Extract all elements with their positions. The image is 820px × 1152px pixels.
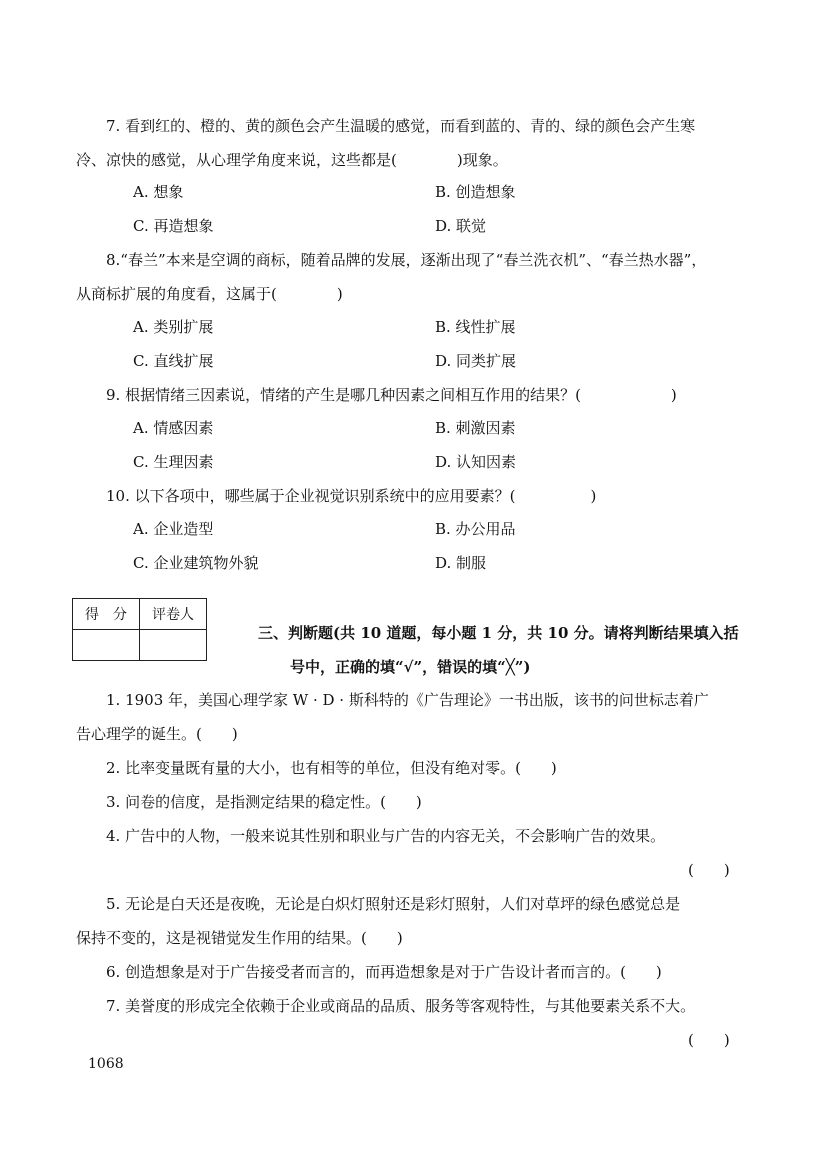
section-3-heading-line1: 三、判断题(共 10 道题，每小题 1 分，共 10 分。请将判断结果填入括 [258,624,739,642]
question-8-option-c: C. 直线扩展 [133,352,214,370]
judgment-1-line2: 告心理学的诞生。( ) [76,725,238,743]
question-8-option-a: A. 类别扩展 [133,318,214,336]
question-10-option-a: A. 企业造型 [133,520,214,538]
question-8-option-d: D. 同类扩展 [435,352,517,370]
question-7-option-b: B. 创造想象 [435,183,516,201]
score-header: 得 分 [73,599,140,630]
section-3-heading-line2: 号中，正确的填“√”，错误的填“╳”) [290,658,531,676]
judgment-5-line1: 5. 无论是白天还是夜晚，无论是白炽灯照射还是彩灯照射，人们对草坪的绿色感觉总是 [106,895,681,913]
question-10-option-d: D. 制服 [435,554,487,572]
score-table [72,598,207,661]
judgment-5-line2: 保持不变的，这是视错觉发生作用的结果。( ) [76,929,403,947]
question-8-line2: 从商标扩展的角度看，这属于( ) [76,285,343,303]
question-7-line2: 冷、凉快的感觉，从心理学角度来说，这些都是( )现象。 [76,151,508,169]
page-number: 1068 [88,1056,124,1072]
judgment-7-line1: 7. 美誉度的形成完全依赖于企业或商品的品质、服务等客观特性，与其他要素关系不大。 [106,997,696,1015]
judgment-4-paren: ( ) [688,861,730,879]
question-10-line1: 10. 以下各项中，哪些属于企业视觉识别系统中的应用要素？( ) [106,487,597,505]
question-10-option-b: B. 办公用品 [435,520,516,538]
score-cell [73,630,140,661]
judgment-7-paren: ( ) [688,1031,730,1049]
judgment-3: 3. 问卷的信度，是指测定结果的稳定性。( ) [106,793,422,811]
question-10-option-c: C. 企业建筑物外貌 [133,554,259,572]
grader-cell [140,630,207,661]
judgment-4-line1: 4. 广告中的人物，一般来说其性别和职业与广告的内容无关，不会影响广告的效果。 [106,827,666,845]
judgment-6: 6. 创造想象是对于广告接受者而言的，而再造想象是对于广告设计者而言的。( ) [106,963,662,981]
judgment-2: 2. 比率变量既有量的大小，也有相等的单位，但没有绝对零。( ) [106,759,557,777]
question-9-option-d: D. 认知因素 [435,453,517,471]
judgment-1-line1: 1. 1903 年，美国心理学家 W · D · 斯科特的《广告理论》一书出版，该书的问世标志着广 [106,691,709,709]
question-9-line1: 9. 根据情绪三因素说，情绪的产生是哪几种因素之间相互作用的结果？( ) [106,386,677,404]
question-9-option-b: B. 刺激因素 [435,419,516,437]
question-9-option-a: A. 情感因素 [133,419,214,437]
question-9-option-c: C. 生理因素 [133,453,214,471]
question-8-option-b: B. 线性扩展 [435,318,516,336]
question-8-line1: 8.“春兰”本来是空调的商标，随着品牌的发展，逐渐出现了“春兰洗衣机”、“春兰热水器”， [106,251,707,269]
grader-header: 评卷人 [140,599,207,630]
question-7-option-a: A. 想象 [133,183,184,201]
question-7-option-d: D. 联觉 [435,217,487,235]
question-7-option-c: C. 再造想象 [133,217,214,235]
question-7-line1: 7. 看到红的、橙的、黄的颜色会产生温暖的感觉，而看到蓝的、青的、绿的颜色会产生寒 [106,117,696,135]
